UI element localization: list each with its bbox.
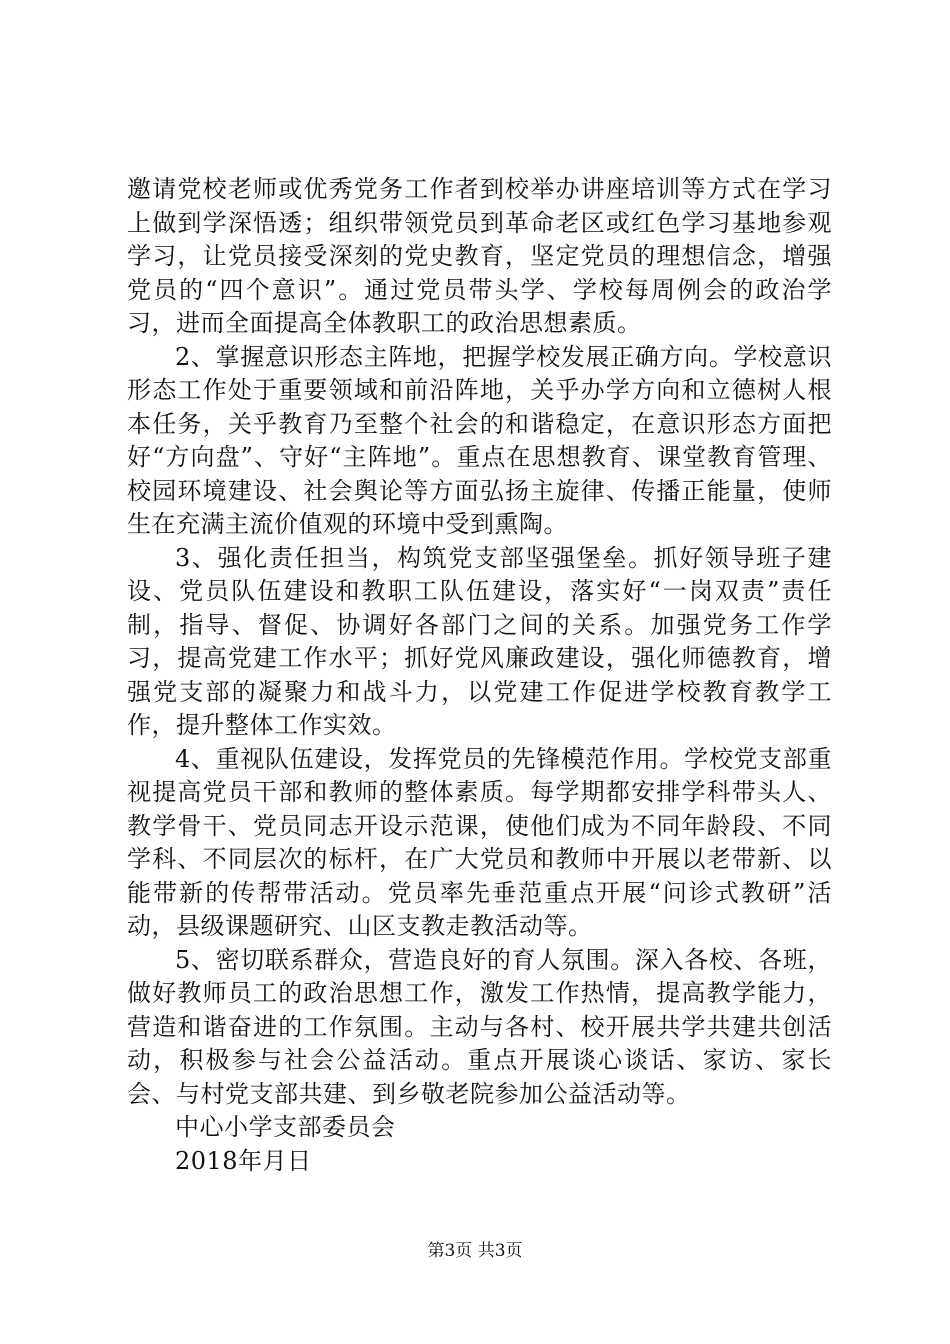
paragraph-item-5: 5、密切联系群众，营造良好的育人氛围。深入各校、各班，做好教师员工的政治思想工作，激发工作热情，提高教学能力，营造和谐奋进的工作氛围。主动与各村、校开展共学共建共创活动，积极参与社会公益活动。重点开展谈心谈话、家访、家长会、与村党支部共建、到乡敬老院参加公益活动等。 — [127, 945, 832, 1108]
document-body — [127, 173, 832, 1178]
signature-organization: 中心小学支部委员会 — [175, 1113, 396, 1141]
paragraph-continuation: 邀请党校老师或优秀党务工作者到校举办讲座培训等方式在学习上做到学深悟透；组织带领党员到革命老区或红色学习基地参观学习，让党员接受深刻的党史教育，坚定党员的理想信念，增强党员的“四个意识”。通过党员带头学、学校每周例会的政治学习，进而全面提高全体教职工的政治思想素质。 — [127, 175, 832, 337]
page-footer: 第3页 共3页 — [427, 1241, 523, 1261]
paragraph-item-4: 4、重视队伍建设，发挥党员的先锋模范作用。学校党支部重视提高党员干部和教师的整体素质。每学期都安排学科带头人、教学骨干、党员同志开设示范课，使他们成为不同年龄段、不同学科、不同层次的标杆，在广大党员和教师中开展以老带新、以能带新的传帮带活动。党员率先垂范重点开展“问诊式教研”活动，县级课题研究、山区支教走教活动等。 — [127, 744, 832, 940]
paragraph-item-3: 3、强化责任担当，构筑党支部坚强堡垒。抓好领导班子建设、党员队伍建设和教职工队伍建设，落实好“一岗双责”责任制，指导、督促、协调好各部门之间的关系。加强党务工作学习，提高党建工作水平；抓好党风廉政建设，强化师德教育，增强党支部的凝聚力和战斗力，以党建工作促进学校教育教学工作，提升整体工作实效。 — [127, 543, 832, 739]
signature-date: 2018年月日 — [175, 1146, 312, 1175]
paragraph-item-2: 2、掌握意识形态主阵地，把握学校发展正确方向。学校意识形态工作处于重要领域和前沿阵地，关乎办学方向和立德树人根本任务，关乎教育乃至整个社会的和谐稳定，在意识形态方面把好“方向盘”、守好“主阵地”。重点在思想教育、课堂教育管理、校园环境建设、社会舆论等方面弘扬主旋律、传播正能量，使师生在充满主流价值观的环境中受到熏陶。 — [127, 342, 832, 538]
